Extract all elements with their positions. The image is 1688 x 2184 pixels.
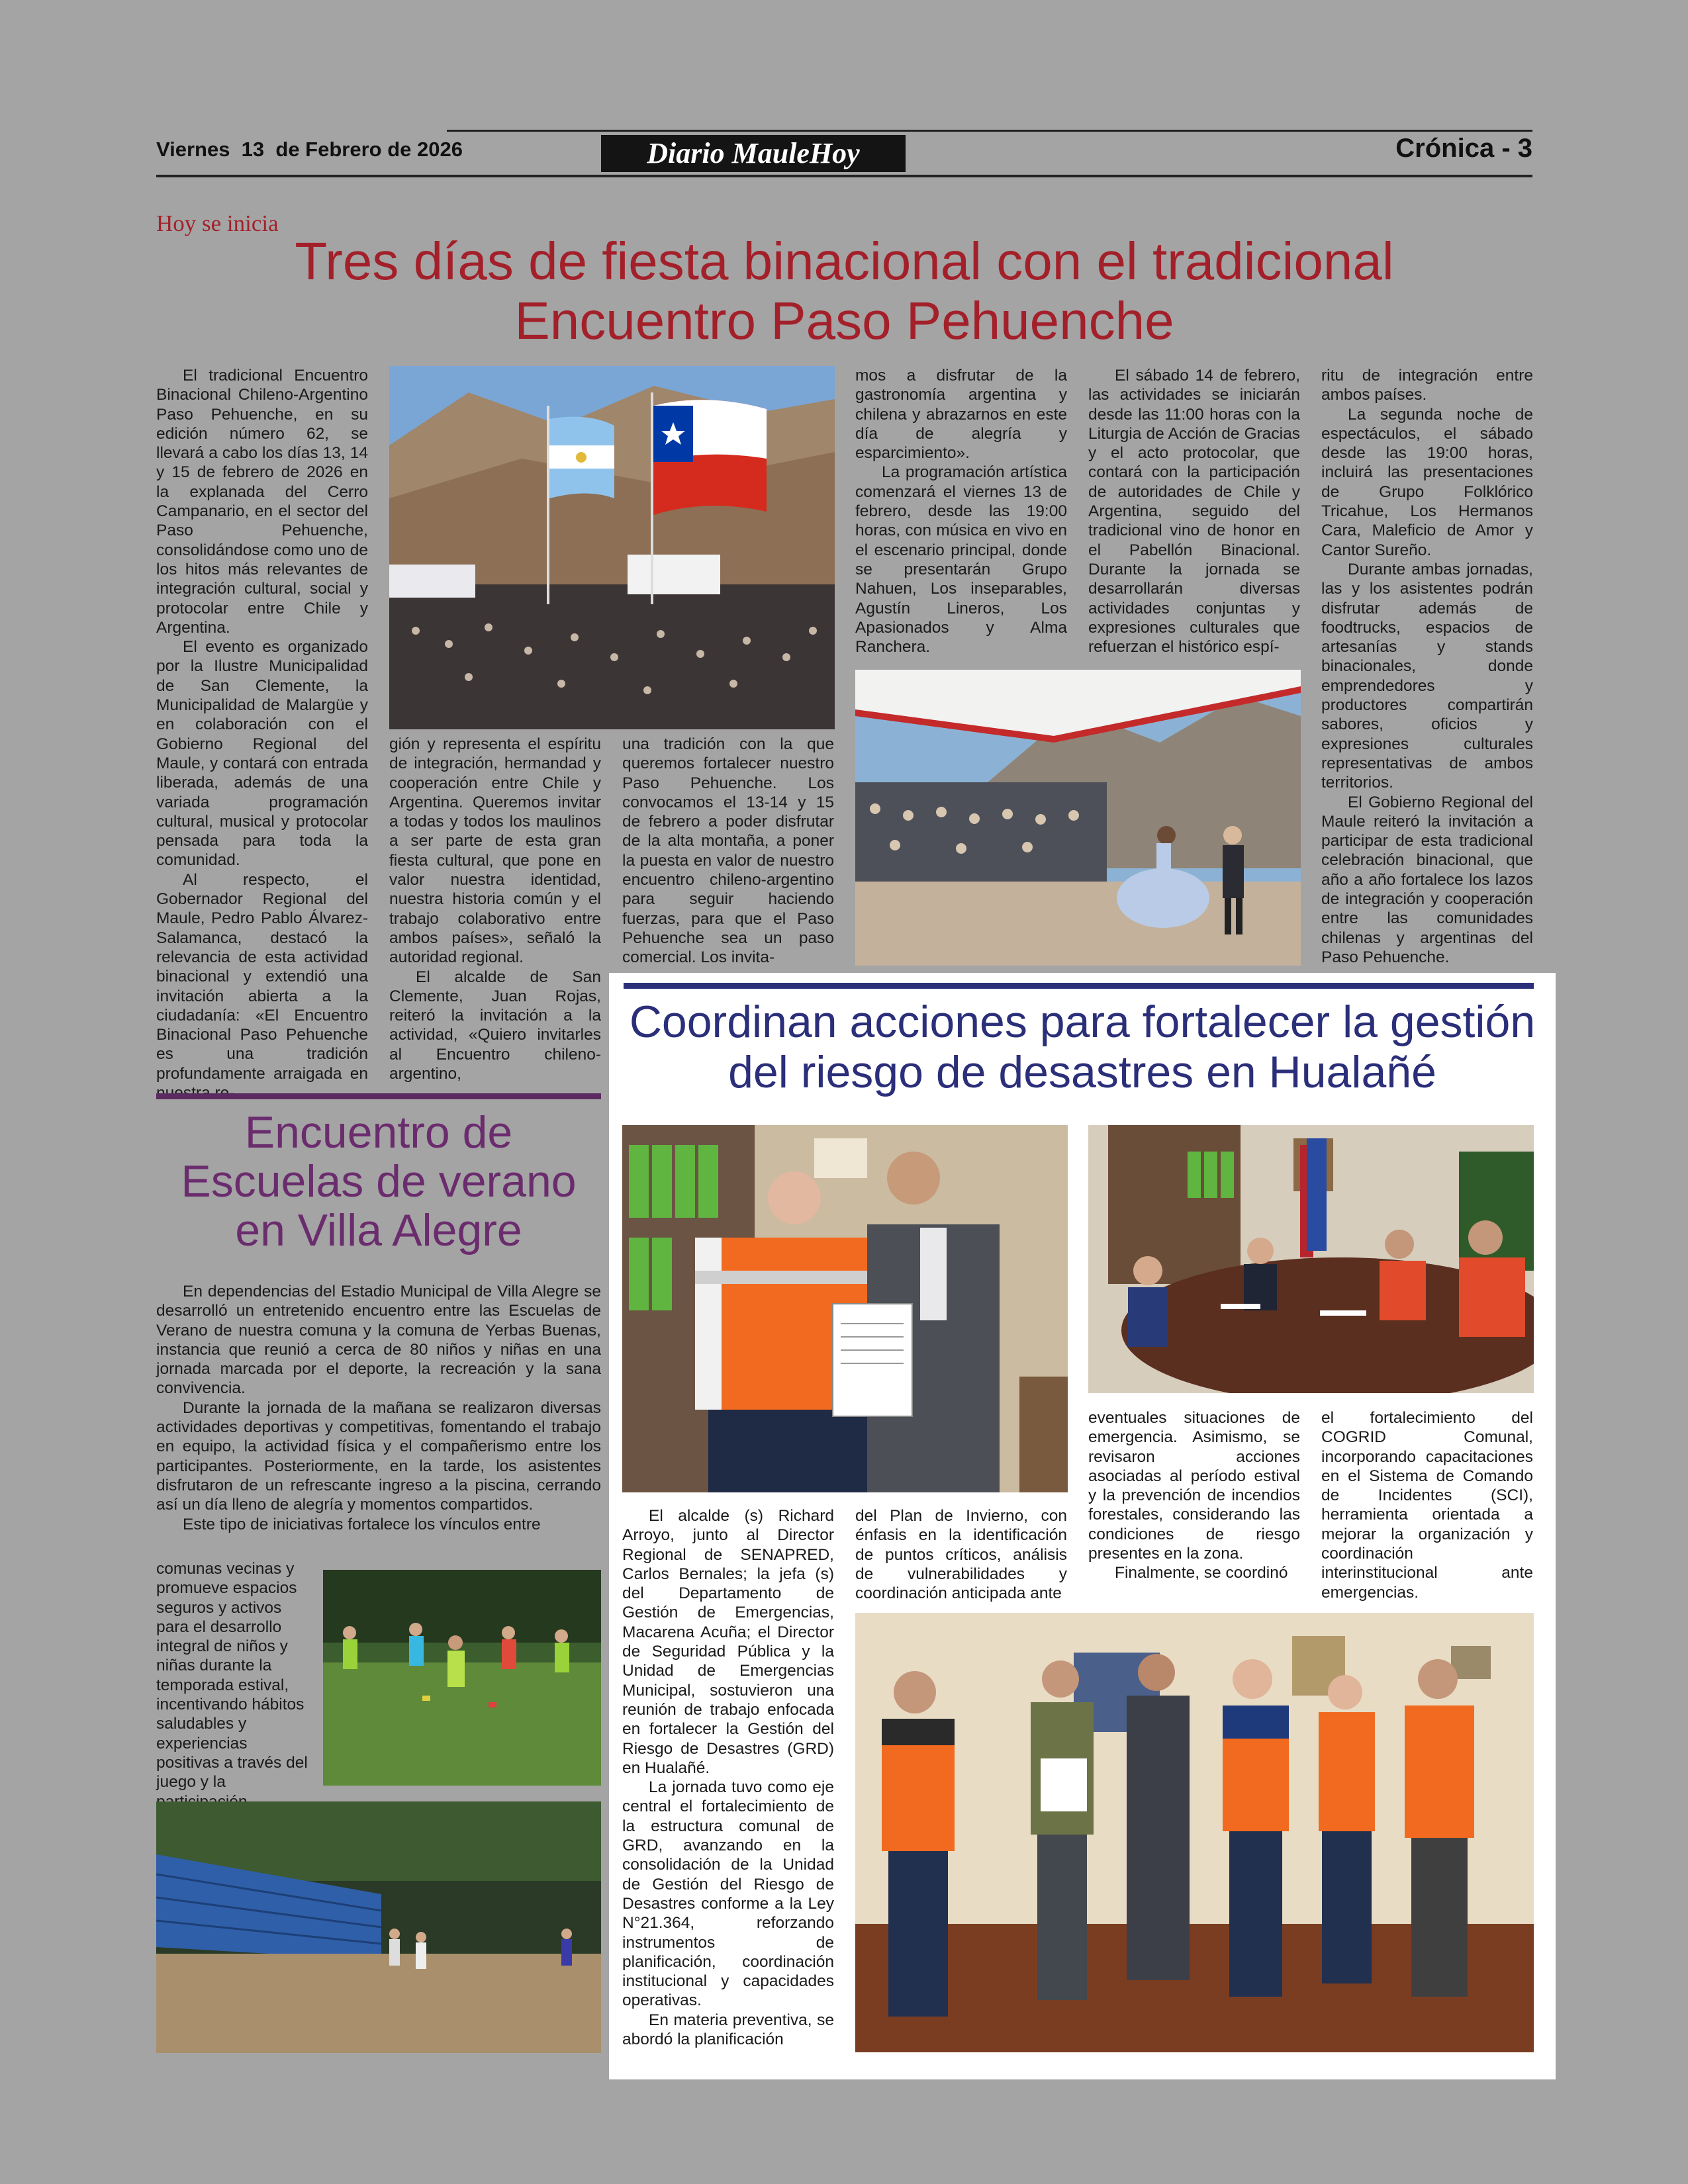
article3-col2 xyxy=(855,1506,1067,1603)
paragraph: Este tipo de iniciativas fortalece los vínculos entre xyxy=(183,1515,541,1533)
article1-col3b xyxy=(855,366,1067,657)
paragraph: El alcalde de San Clemente, Juan Rojas, reiteró la invitación a la actividad, «Quiero invitarles al Encuentro chileno-argentino, xyxy=(389,968,601,1083)
masthead-logo: Diario MauleHoy xyxy=(647,137,860,169)
paragraph: Finalmente, se coordinó xyxy=(1115,1564,1288,1582)
paragraph: El evento es organizado por la Ilustre Municipalidad de San Clemente, la Municipalidad de Malargüe y en colaboración con el Gobierno Regional del Maule, y contará con entrada liberada, además de una variada programación cultural, musical y protocolar pensada para toda la comunidad. xyxy=(156,638,368,870)
paragraph: ritu de integración entre ambos países. xyxy=(1321,367,1533,404)
article3-title xyxy=(609,997,1556,1097)
article1-kicker: Hoy se inicia xyxy=(156,210,279,236)
section-label: Crónica - 3 xyxy=(1395,134,1532,163)
paragraph: En dependencias del Estadio Municipal de Villa Alegre se desarrolló un entretenido encuentro entre las Escuelas de Verano de nuestra comuna y la comuna de Yerbas Buenas, instancia que reunió a cerca de 80 niños y niñas en una jornada marcada por el deporte, la recreación y la sana convivencia. xyxy=(156,1283,601,1398)
article1-title xyxy=(156,232,1532,351)
paragraph: El tradicional Encuentro Binacional Chileno-Argentino Paso Pehuenche, en su edición número 62, se llevará a cabo los días 13, 14 y 15 de febrero de 2026 en la explanada del Cerro Campanario, en el sector del Paso Pehuenche, consolidándose como uno de los hitos más relevantes de integración cultural, social y protocolar entre Chile y Argentina. xyxy=(156,367,368,637)
article3-title-line1: Coordinan acciones para fortalecer la gestión xyxy=(629,997,1536,1047)
paragraph: mos a disfrutar de la gastronomía argentina y chilena y abrazarnos en este día de alegría y esparcimiento». xyxy=(855,367,1067,463)
paragraph: La programación artística comenzará el viernes 13 de febrero, desde las 19:00 horas, con música en vivo en el escenario principal, donde se presentarán Grupo Nahuen, Los inseparables, Agustín Lineros, Los Apasionados y Alma Ranchera. xyxy=(855,463,1067,657)
photo-kids-field xyxy=(323,1570,601,1786)
photo-group xyxy=(855,1613,1534,2052)
article2-title-line2: Escuelas de verano xyxy=(181,1156,577,1206)
paragraph: gión y representa el espíritu de integración, hermandad y cooperación entre Chile y Argentina. Queremos invitar a todas y todos los maulinos a ser parte de esta gran fiesta cultural, que pone en valor nuestra identidad, nuestra historia común y el trabajo colaborativo entre ambos países», señaló la autoridad regional. xyxy=(389,735,601,967)
article2-title-line3: en Villa Alegre xyxy=(235,1205,522,1255)
paragraph: La jornada tuvo como eje central el fortalecimiento de la estructura comunal de GRD, avanzando en la consolidación de la Unidad de Gestión del Riesgo de Desastres conforme a la Ley N°21.364, reforzando instrumentos de planificación, coordinación institucional y capacidades operativas. xyxy=(622,1778,834,2010)
paragraph: del Plan de Invierno, con énfasis en la identificación de puntos críticos, análisis de vulnerabilidades y coordinación anticipada ante xyxy=(855,1507,1067,1603)
paragraph: El Gobierno Regional del Maule reiteró la invitación a participar de esta tradicional celebración binacional, que año a año fortalece los lazos de integración y cooperación entre las comunidades chilenas y argentinas del Paso Pehuenche. xyxy=(1321,793,1533,966)
article3-col1 xyxy=(622,1506,834,2049)
photo-stadium xyxy=(156,1801,601,2053)
article1-col1 xyxy=(156,366,368,1103)
article2-body-narrow xyxy=(156,1559,308,1811)
article1-col2 xyxy=(389,735,601,1083)
article3-title-line2: del riesgo de desastres en Hualañé xyxy=(728,1047,1436,1097)
article3-col3 xyxy=(1088,1408,1300,1583)
photo-cueca-dancers xyxy=(855,670,1301,966)
paragraph: El alcalde (s) Richard Arroyo, junto al Director Regional de SENAPRED, Carlos Bernales; la jefa (s) del Departamento de Gestión de Emergencias, Macarena Acuña; el Director de Seguridad Pública y la Unidad de Emergencias Municipal, sostuvieron una reunión de trabajo enfocada en fortalecer la Gestión del Riesgo de Desastres (GRD) en Hualañé. xyxy=(622,1507,834,1777)
photo-flags-crowd xyxy=(389,366,835,729)
article1-col4 xyxy=(1088,366,1300,657)
paragraph: El sábado 14 de febrero, las actividades se iniciarán desde las 11:00 horas con la Liturgia de Acción de Gracias y el acto protocolar, que contará con la participación de autoridades de Chile y Argentina, seguido del tradicional vino de honor en el Pabellón Binacional. Durante la jornada se desarrollarán diversas actividades conjuntas y expresiones culturales que refuerzan el histórico espí- xyxy=(1088,367,1300,657)
paragraph: Durante ambas jornadas, las y los asistentes podrán disfrutar además de foodtrucks, espacios de artesanías y stands binacionales, donde emprendedores y productores compartirán sabores, oficios y expresiones culturales representativas de ambos territorios. xyxy=(1321,560,1533,792)
photo-signing xyxy=(622,1125,1068,1492)
paragraph: En materia preventiva, se abordó la planificación xyxy=(622,2011,834,2049)
article1-col5 xyxy=(1321,366,1533,967)
paragraph: comunas vecinas y promueve espacios seguros y activos para el desarrollo integral de niños y niñas durante la temporada estival, incentivando hábitos saludables y experiencias positivas a través del juego y la xyxy=(156,1560,308,1792)
article3-col4 xyxy=(1321,1408,1533,1602)
article1-title-line2: Encuentro Paso Pehuenche xyxy=(514,291,1174,350)
paragraph: eventuales situaciones de emergencia. Asimismo, se revisaron acciones asociadas al período estival y la prevención de incendios forestales, considerando las condiciones de riesgo presentes en la zona. xyxy=(1088,1409,1300,1563)
article1-title-line1: Tres días de fiesta binacional con el tradicional xyxy=(295,232,1394,291)
paragraph: el fortalecimiento del COGRID Comunal, incorporando capacitaciones en el Sistema de Comando de Incidentes (SCI), herramienta orientada a mejorar la organización y coordinación interinstitucional ante emergencias. xyxy=(1321,1409,1533,1602)
article2-body xyxy=(156,1282,601,1534)
photo-meeting xyxy=(1088,1125,1534,1393)
paragraph: La segunda noche de espectáculos, el sábado desde las 19:00 horas, incluirá las presentaciones de Grupo Folklórico Tricahue, Los Hermanos Cara, Maleficio de Amor y Cantor Sureño. xyxy=(1321,405,1533,559)
article1-col3a xyxy=(622,735,834,968)
paragraph: Al respecto, el Gobernador Regional del Maule, Pedro Pablo Álvarez-Salamanca, destacó la relevancia de esta actividad binacional y extendió una invitación abierta a la ciudadanía: «El Encuentro Binacional Paso Pehuenche es una tradición profundamente arraigada en xyxy=(156,870,368,1083)
page-date: Viernes 13 de Febrero de 2026 xyxy=(156,138,463,161)
masthead xyxy=(601,135,906,172)
paragraph: Durante la jornada de la mañana se realizaron diversas actividades deportivas y competitivas, fomentando el trabajo en equipo, la actividad física y el compañerismo entre los participantes. Posteriormente, en la tarde, los asistentes disfrutaron de un refrescante ingreso a la piscina, cerrando así un día lleno de alegría y momentos compartidos. xyxy=(156,1398,601,1514)
paragraph: una tradición con la que queremos fortalecer nuestro Paso Pehuenche. Los convocamos el 13-14 y 15 de febrero a poder disfrutar de la alta montaña, a poner la puesta en valor de nuestro encuentro chileno-argentino para seguir haciendo fuerzas, para que el Paso Pehuenche sea un paso comercial. Los invita- xyxy=(622,735,834,967)
article2-title xyxy=(156,1108,601,1255)
article2-title-line1: Encuentro de xyxy=(244,1107,513,1158)
